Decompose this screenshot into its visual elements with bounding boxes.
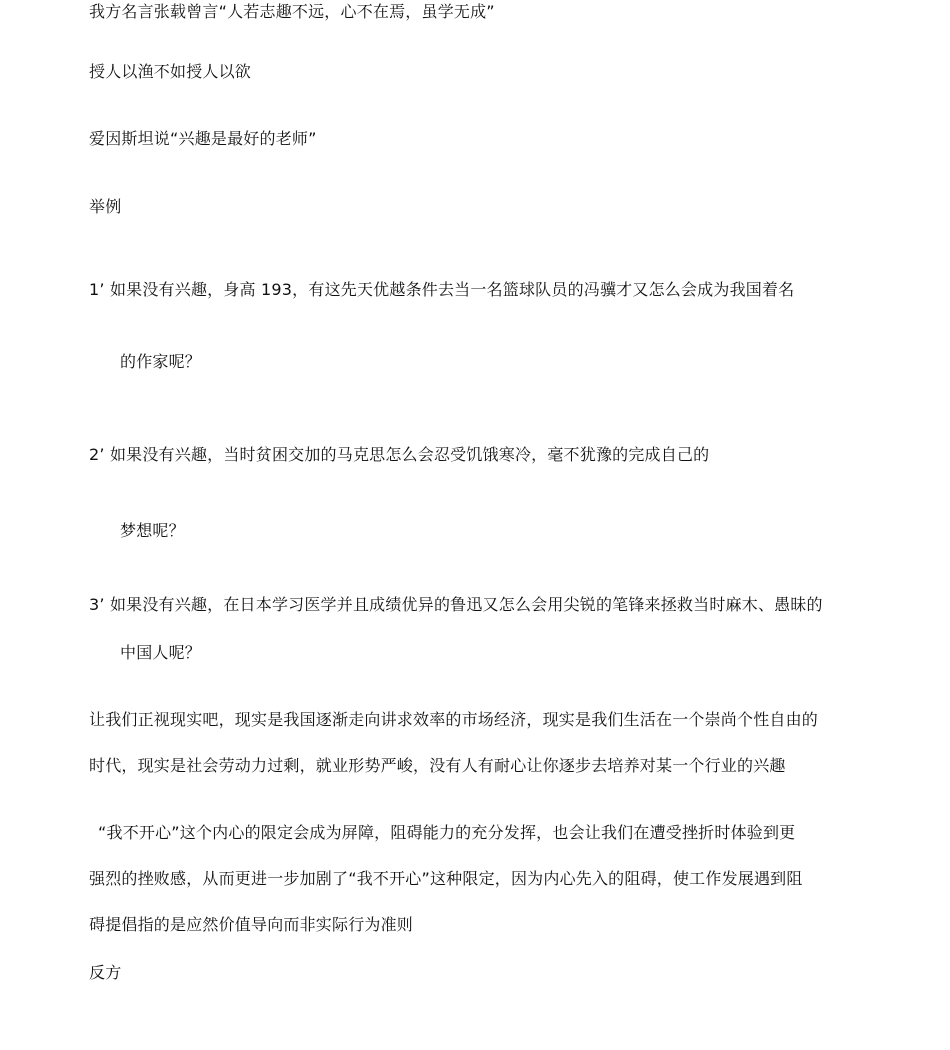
paragraph-line: 让我们正视现实吧，现实是我国逐渐走向讲求效率的市场经济，现实是我们生活在一个崇尚个性自由的 [89, 710, 819, 729]
example-item: 2’ 如果没有兴趣，当时贫困交加的马克思怎么会忍受饥饿寒冷，毫不犹豫的完成自己的 [89, 445, 710, 464]
example-item-continuation: 中国人呢？ [120, 643, 202, 662]
section-heading: 举例 [89, 197, 122, 216]
paragraph-line: “我不开心”这个内心的限定会成为屏障，阻碍能力的充分发挥，也会让我们在遭受挫折时体验到更 [98, 823, 796, 842]
text-line: 我方名言张载曾言“人若志趣不远，心不在焉，虽学无成” [89, 2, 495, 21]
section-heading: 反方 [89, 963, 122, 982]
paragraph-line: 碍提倡指的是应然价值导向而非实际行为准则 [89, 915, 414, 934]
example-item: 3’ 如果没有兴趣，在日本学习医学并且成绩优异的鲁迅又怎么会用尖锐的笔锋来拯救当时麻木、愚昧的 [89, 595, 823, 614]
example-item-continuation: 的作家呢？ [120, 352, 202, 371]
example-item-continuation: 梦想呢？ [120, 521, 185, 540]
text-line: 授人以渔不如授人以欲 [89, 62, 252, 81]
example-item: 1’ 如果没有兴趣，身高 193，有这先天优越条件去当一名篮球队员的冯骥才又怎么会成为我国着名 [89, 280, 795, 299]
paragraph-line: 强烈的挫败感，从而更进一步加剧了“我不开心”这种限定，因为内心先入的阻碍，使工作发展遇到阻 [89, 869, 803, 888]
paragraph-line: 时代，现实是社会劳动力过剩，就业形势严峻，没有人有耐心让你逐步去培养对某一个行业的兴趣 [89, 756, 786, 775]
text-line: 爱因斯坦说“兴趣是最好的老师” [89, 129, 317, 148]
